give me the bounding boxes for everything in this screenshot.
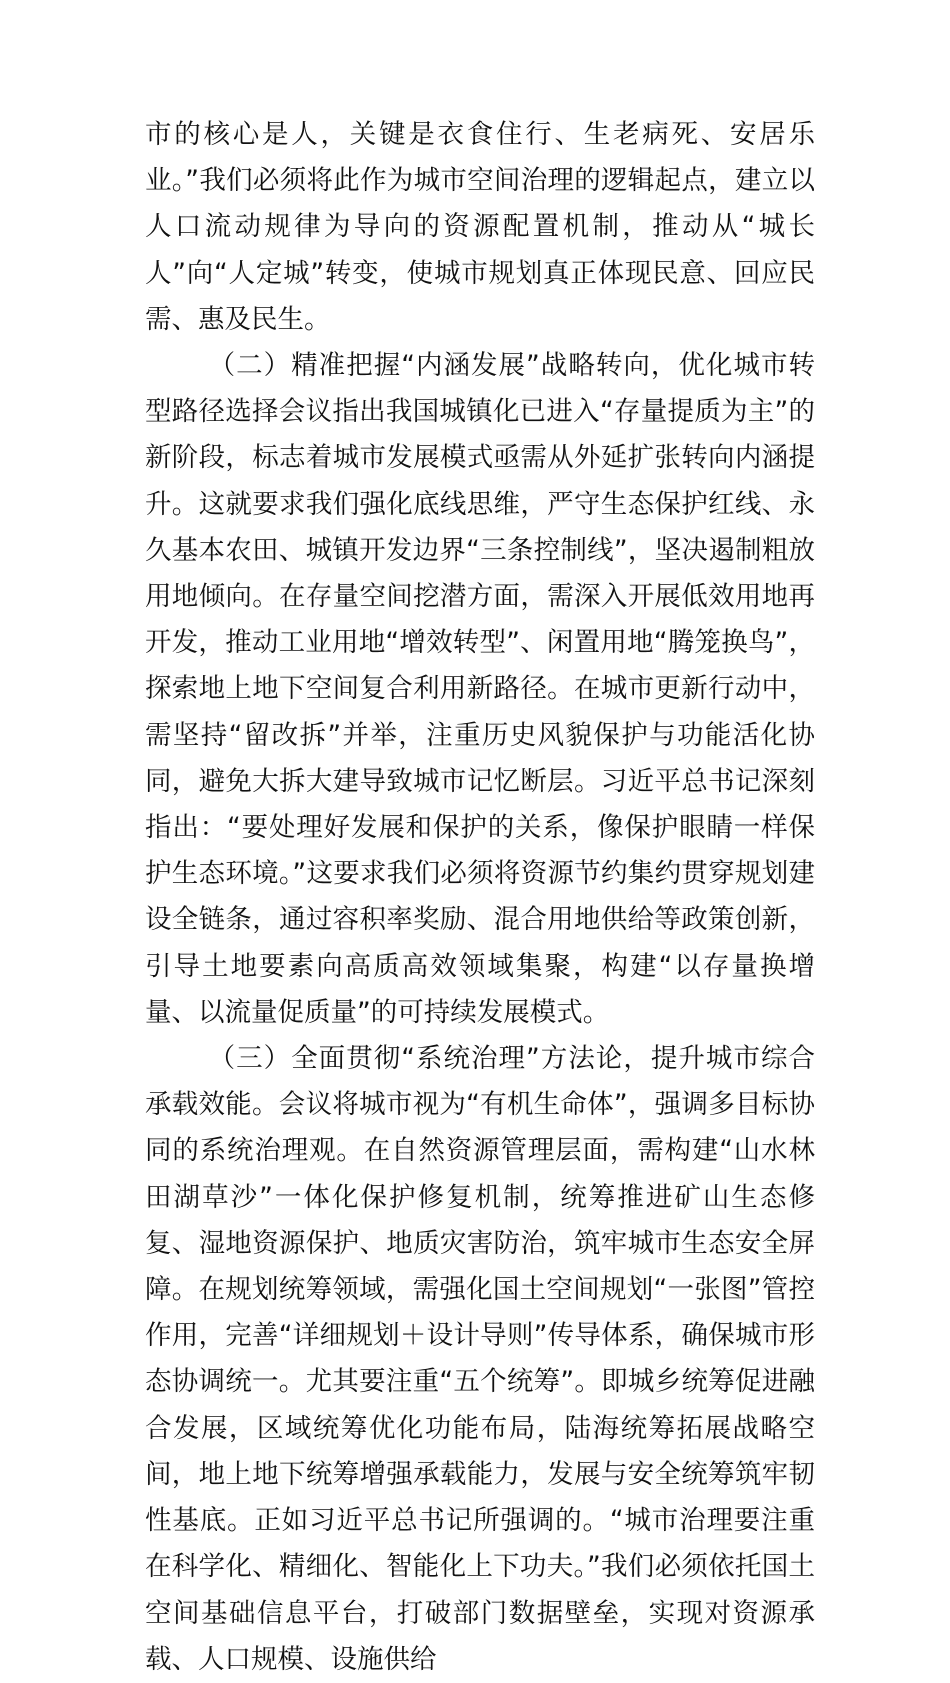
body-text	[145, 112, 815, 1683]
paragraph-section-three: （三）全面贯彻“系统治理”方法论，提升城市综合承载效能。会议将城市视为“有机生命体”，强调多目标协同的系统治理观。在自然资源管理层面，需构建“山水林田湖草沙”一体化保护修复机制，统筹推进矿山生态修复、湿地资源保护、地质灾害防治，筑牢城市生态安全屏障。在规划统筹领域，需强化国土空间规划“一张图”管控作用，完善“详细规划＋设计导则”传导体系，确保城市形态协调统一。尤其要注重“五个统筹”。即城乡统筹促进融合发展，区域统筹优化功能布局，陆海统筹拓展战略空间，地上地下统筹增强承载能力，发展与安全统筹筑牢韧性基底。正如习近平总书记所强调的。“城市治理要注重在科学化、精细化、智能化上下功夫。”我们必须依托国土空间基础信息平台，打破部门数据壁垒，实现对资源承载、人口规模、设施供给	[145, 1043, 815, 1675]
paragraph-section-two: （二）精准把握“内涵发展”战略转向，优化城市转型路径选择会议指出我国城镇化已进入“存量提质为主”的新阶段，标志着城市发展模式亟需从外延扩张转向内涵提升。这就要求我们强化底线思维，严守生态保护红线、永久基本农田、城镇开发边界“三条控制线”，坚决遏制粗放用地倾向。在存量空间挖潜方面，需深入开展低效用地再开发，推动工业用地“增效转型”、闲置用地“腾笼换鸟”，探索地上地下空间复合利用新路径。在城市更新行动中，需坚持“留改拆”并举，注重历史风貌保护与功能活化协同，避免大拆大建导致城市记忆断层。习近平总书记深刻指出：“要处理好发展和保护的关系，像保护眼睛一样保护生态环境。”这要求我们必须将资源节约集约贯穿规划建设全链条，通过容积率奖励、混合用地供给等政策创新，引导土地要素向高质高效领域集聚，构建“以存量换增量、以流量促质量”的可持续发展模式。	[145, 350, 815, 1028]
paragraph-continuation: 市的核心是人，关键是衣食住行、生老病死、安居乐业。”我们必须将此作为城市空间治理的逻辑起点，建立以人口流动规律为导向的资源配置机制，推动从“城长人”向“人定城”转变，使城市规划真正体现民意、回应民需、惠及民生。	[145, 119, 815, 335]
